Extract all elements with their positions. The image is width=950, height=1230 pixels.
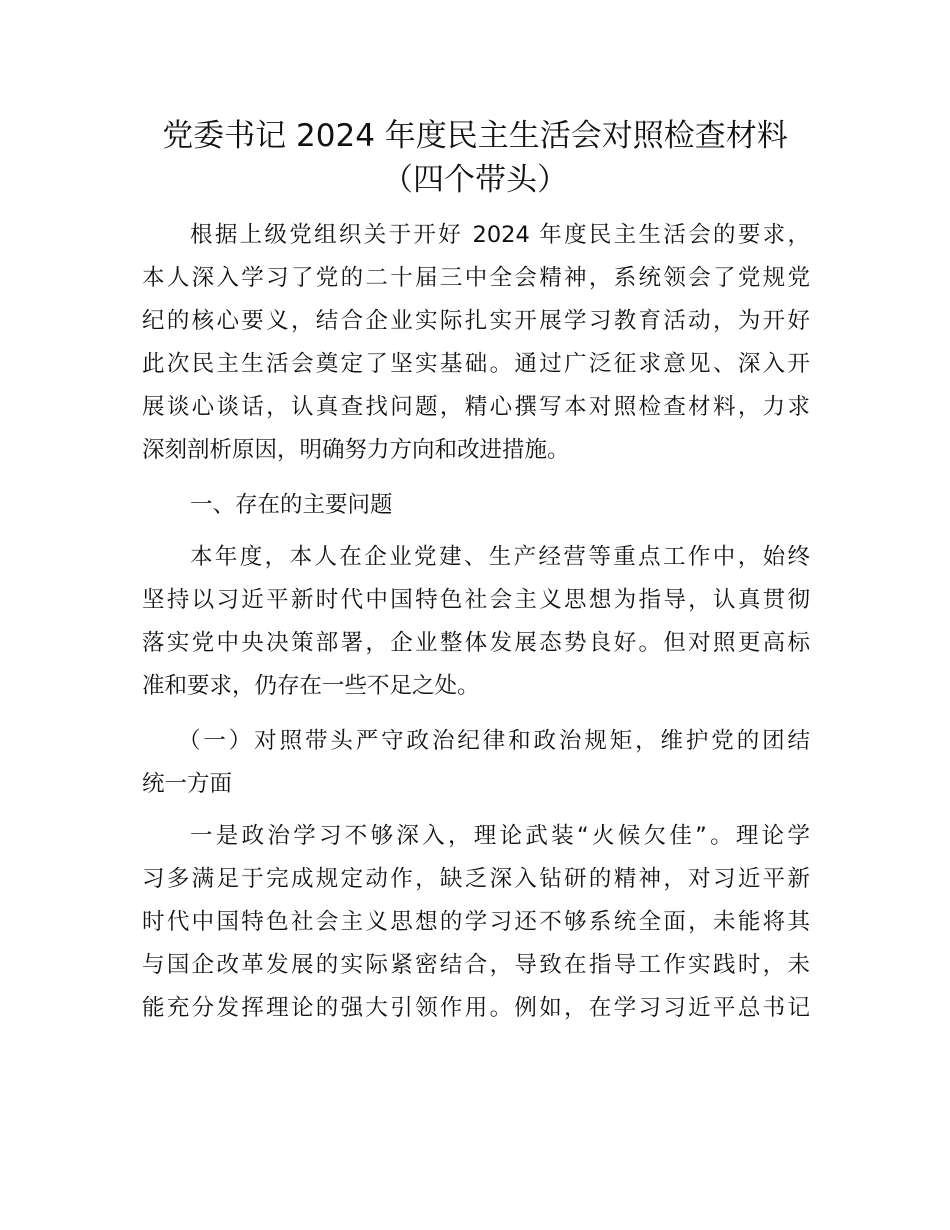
- paragraph-line: 根据上级党组织关于开好 2024 年度民主生活会的要求，: [190, 222, 810, 248]
- paragraph-line: 与国企改革发展的实际紧密结合，导致在指导工作实践时，未: [142, 952, 810, 978]
- paragraph-line: 坚持以习近平新时代中国特色社会主义思想为指导，认真贯彻: [142, 587, 810, 613]
- paragraph-line: 深刻剖析原因，明确努力方向和改进措施。: [142, 437, 570, 463]
- subsection-heading-line: 统一方面: [142, 771, 233, 797]
- paragraph-line: 此次民主生活会奠定了坚实基础。通过广泛征求意见、深入开: [142, 351, 810, 377]
- subsection-heading-line: （一）对照带头严守政治纪律和政治规矩，维护党的团结: [178, 728, 810, 754]
- paragraph-line: 展谈心谈话，认真查找问题，精心撰写本对照检查材料，力求: [142, 394, 810, 420]
- paragraph-line: 纪的核心要义，结合企业实际扎实开展学习教育活动，为开好: [142, 308, 810, 334]
- paragraph-line: 时代中国特色社会主义思想的学习还不够系统全面，未能将其: [142, 909, 810, 935]
- paragraph-line: 能充分发挥理论的强大引领作用。例如，在学习习近平总书记: [142, 995, 810, 1021]
- paragraph-line: 本年度，本人在企业党建、生产经营等重点工作中，始终: [190, 544, 810, 570]
- section-heading-text: 一、存在的主要问题: [190, 492, 393, 518]
- paragraph-line: 落实党中央决策部署，企业整体发展态势良好。但对照更高标: [142, 630, 810, 656]
- paragraph-line: 习多满足于完成规定动作，缺乏深入钻研的精神，对习近平新: [142, 866, 810, 892]
- paragraph-line: 准和要求，仍存在一些不足之处。: [142, 673, 480, 699]
- paragraph-line: 本人深入学习了党的二十届三中全会精神，系统领会了党规党: [142, 265, 810, 291]
- document-subtitle: （四个带头）: [382, 162, 568, 198]
- document-title: 党委书记 2024 年度民主生活会对照检查材料: [162, 118, 788, 154]
- paragraph-line: 一是政治学习不够深入，理论武装“火候欠佳”。理论学: [190, 823, 810, 849]
